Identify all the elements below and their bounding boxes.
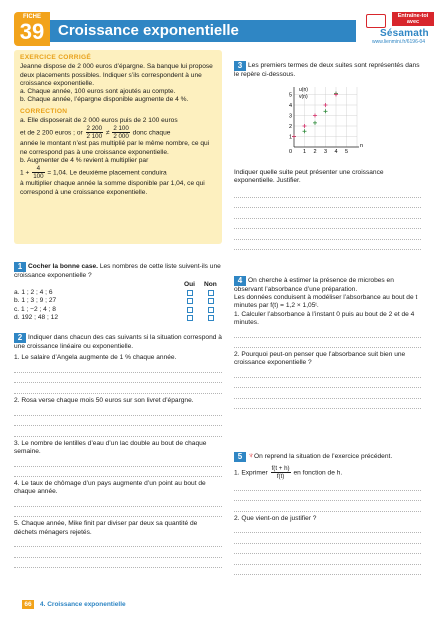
- exercise-2: [14, 333, 222, 568]
- label-v-n: v(n): [299, 94, 308, 100]
- exercise-1-row-a: [14, 289, 222, 297]
- exercise-4-header: [234, 276, 421, 294]
- checkbox-c-non[interactable]: [208, 307, 214, 313]
- screen-icon: [366, 14, 386, 28]
- answer-lines-2-1[interactable]: [14, 362, 222, 394]
- fiche-label: FICHE: [23, 14, 41, 20]
- checkbox-c-oui[interactable]: [187, 307, 193, 313]
- y-tick-label: 1: [289, 134, 293, 141]
- fraction-3-num: 4: [32, 165, 44, 173]
- x-tick-label: 2: [313, 149, 317, 155]
- correction-a-post: donc chaque: [132, 129, 171, 137]
- answer-lines-4-2[interactable]: [234, 367, 421, 409]
- corrected-exercise-box: [14, 50, 222, 244]
- exercise-2-header: [14, 333, 222, 351]
- page-header: [14, 12, 429, 46]
- correction-a-line1: a. Elle disposerait de 2 000 euros puis de 2 100 euros: [20, 117, 178, 125]
- correction-b-line1: b. Augmenter de 4 % revient à multiplier par: [20, 156, 149, 164]
- exercise-1-item-c: c. 1 ; −2 ; 4 ; 8: [14, 305, 56, 313]
- correction-b-line3: à multiplier chaque année la somme disponible par 1,04, ce qui correspond à une croissance exponentielle.: [20, 180, 205, 196]
- exercise-3: [234, 61, 421, 79]
- fraction-2-num: 2 100: [113, 125, 129, 133]
- exercise-2-statement: Indiquer dans chacun des cas suivants si la situation correspond à une croissance linéaire ou exponentielle.: [14, 334, 222, 350]
- x-tick-label: 1: [303, 149, 307, 155]
- answer-lines-3[interactable]: [234, 187, 421, 250]
- x-tick-label: 4: [334, 149, 338, 155]
- sesamath-logo[interactable]: [366, 12, 434, 46]
- graph-ticks: [289, 93, 348, 156]
- exercise-1-number: 1: [14, 262, 26, 272]
- fraction-f-num: f(t + h): [271, 465, 290, 472]
- exercise-3-header: [234, 61, 421, 79]
- fraction-1-den: 2 100: [86, 133, 103, 141]
- checkbox-d-oui[interactable]: [187, 315, 193, 321]
- exercise-1-item-d: d. 192 ; 48 ; 12: [14, 313, 58, 321]
- checkbox-b-non[interactable]: [208, 298, 214, 304]
- x-tick-label: 5: [345, 149, 349, 155]
- corrige-item-a: a. Chaque année, 100 euros sont ajoutés au compte.: [20, 88, 176, 96]
- label-n: n: [360, 143, 364, 149]
- correction-b-post: = 1,04. Le deuxième placement conduira: [47, 169, 167, 177]
- checkbox-d-non[interactable]: [208, 315, 214, 321]
- y-tick-label: 5: [289, 92, 293, 99]
- corrige-item-b: b. Chaque année, l’épargne disponible augmente de 4 %.: [20, 96, 189, 104]
- y-tick-label: 2: [289, 124, 293, 130]
- exercise-1-column-headers: [14, 281, 222, 289]
- answer-lines-5-1[interactable]: [234, 480, 421, 512]
- answer-lines-2-4[interactable]: [14, 496, 222, 517]
- exercise-2-number: 2: [14, 333, 26, 343]
- exercise-3-number: 3: [234, 61, 246, 71]
- exercise-1-row-c: [14, 306, 222, 314]
- exercise-4-number: 4: [234, 276, 246, 286]
- answer-lines-2-3[interactable]: [14, 456, 222, 477]
- exercise-2-q1: 1. Le salaire d’Angela augmente de 1 % chaque année.: [14, 354, 177, 362]
- answer-lines-2-2[interactable]: [14, 405, 222, 437]
- fraction-2-den: 2 000: [113, 133, 129, 141]
- label-u-n: u(n): [299, 87, 308, 93]
- fraction-1: [86, 125, 103, 140]
- fraction-2: [112, 125, 129, 140]
- footer-chapter: 4. Croissance exponentielle: [40, 601, 126, 608]
- not-equal-sign: ≠: [105, 129, 110, 137]
- exercise-5-q1: [234, 465, 421, 480]
- page-number: 66: [22, 600, 34, 609]
- exercise-1-title: Cocher la bonne case.: [28, 263, 98, 270]
- fraction-1-num: 2 200: [86, 125, 103, 133]
- column-non: Non: [204, 281, 217, 289]
- exercise-5-q2: 2. Que vient-on de justifier ?: [234, 514, 317, 522]
- correction-b-pre: 1 +: [20, 169, 30, 177]
- correction-a-line3: année le montant n’est pas multiplié par le même nombre, ce qui ne correspond pas à une croissance exponentielle.: [20, 140, 210, 156]
- trophy-icon: ♆: [248, 451, 254, 460]
- exercise-1-item-b: b. 1 ; 3 ; 9 ; 27: [14, 297, 57, 305]
- exercise-1-item-a: a. 1 ; 2 ; 4 ; 6: [14, 289, 53, 297]
- exercise-2-q3: 3. Le nombre de lentilles d’eau d’un lac double au bout de chaque semaine.: [14, 439, 207, 455]
- exercise-5-q1-post: en fonction de h.: [293, 469, 343, 477]
- fiche-number: 39: [19, 19, 45, 44]
- fraction-3: [32, 165, 44, 180]
- exercise-4: [234, 276, 421, 409]
- answer-lines-4-1[interactable]: [234, 327, 421, 348]
- exercise-1-row-b: [14, 297, 222, 305]
- exercise-5-q1-pre: 1. Exprimer: [234, 469, 268, 477]
- exercise-1: [14, 262, 222, 322]
- exercise-2-q4: 4. Le taux de chômage d’un pays augmente d’un point au bout de chaque année.: [14, 480, 206, 496]
- title-bar: [50, 20, 356, 42]
- column-oui: Oui: [184, 281, 195, 289]
- exercise-4-statement-2: Les données conduisent à modéliser l’absorbance au bout de t minutes par f(t) = 1,2 × 1,05ᵗ.: [234, 294, 418, 310]
- page-title: Croissance exponentielle: [58, 22, 239, 39]
- corrige-statement: Jeanne dispose de 2 000 euros d’épargne. Sa banque lui propose deux placements possibles. Indiquer s’ils correspondent à une croissance exponentielle.: [20, 63, 213, 87]
- exercise-4-statement-1: On cherche à estimer la présence de microbes en observant l’absorbance d’une préparation.: [234, 277, 394, 293]
- answer-lines-5-2[interactable]: [234, 523, 421, 576]
- sesamath-brand: Sésamath: [380, 28, 429, 39]
- checkbox-a-non[interactable]: [208, 290, 214, 296]
- exercise-3-question: Indiquer quelle suite peut présenter une croissance exponentielle. Justifier.: [234, 169, 384, 185]
- exercise-4-q1: 1. Calculer l’absorbance à l’instant 0 puis au bout de 2 et de 4 minutes.: [234, 310, 415, 326]
- fiche-badge: [14, 12, 50, 46]
- answer-lines-2-5[interactable]: [14, 537, 222, 569]
- exercise-1-header: [14, 262, 222, 280]
- exercise-4-q2: 2. Pourquoi peut-on penser que l’absorbance suit bien une croissance exponentielle ?: [234, 351, 406, 367]
- fraction-3-den: 100: [33, 173, 44, 181]
- exercise-1-row-d: [14, 314, 222, 322]
- exercise-5-number: 5: [234, 452, 246, 462]
- fraction-f: [271, 465, 291, 480]
- corrige-heading: EXERCICE CORRIGÉ: [20, 54, 92, 61]
- x-tick-label: 0: [289, 149, 293, 155]
- x-tick-label: 3: [324, 149, 328, 155]
- exercise-2-q5: 5. Chaque année, Mike finit par diviser par deux sa quantité de déchets ménagers rejetés.: [14, 520, 198, 536]
- exercise-5-header: [234, 452, 421, 462]
- checkbox-a-oui[interactable]: [187, 290, 193, 296]
- sesamath-url[interactable]: www.lienmini.fr/6196-04: [372, 39, 426, 45]
- correction-heading: CORRECTION: [20, 107, 68, 115]
- correction-a-pre: et de 2 200 euros ; or: [20, 129, 83, 137]
- exercise-3-question-block: [234, 169, 421, 250]
- exercise-5-statement: On reprend la situation de l’exercice précédent.: [254, 453, 393, 460]
- exercise-1-statement: Les nombres de cette liste suivent-ils une croissance exponentielle ?: [14, 263, 221, 279]
- correction-a-fraction-line: [20, 125, 216, 140]
- checkbox-b-oui[interactable]: [187, 298, 193, 304]
- exercise-3-statement: Les premiers termes de deux suites sont représentés dans le repère ci-dessous.: [234, 62, 420, 78]
- fraction-f-den: f(t): [276, 473, 285, 480]
- y-tick-label: 4: [289, 103, 293, 109]
- y-tick-label: 3: [289, 113, 293, 120]
- sequence-graph: [286, 85, 366, 165]
- exercise-2-q2: 2. Rosa verse chaque mois 50 euros sur son livret d’épargne.: [14, 396, 194, 404]
- sesamath-tagline: Entraîne-toi avec: [392, 12, 434, 26]
- exercise-5: [234, 452, 421, 575]
- correction-b-fraction-line: [20, 165, 216, 180]
